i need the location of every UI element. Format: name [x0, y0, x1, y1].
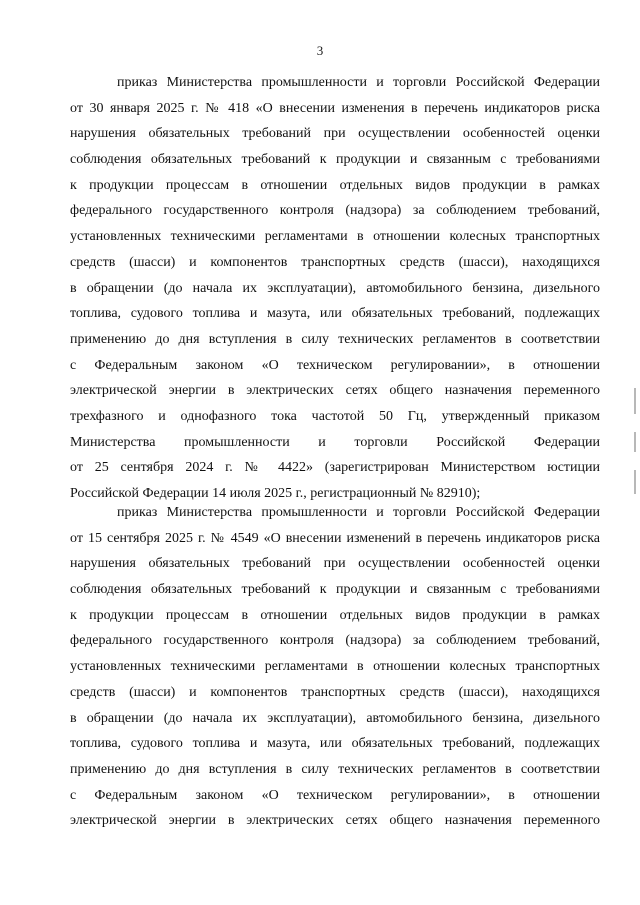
text-line: приказ Министерства промышленности и торговли Российской Федерации: [117, 75, 600, 90]
text-line: нарушения обязательных требований при осуществлении особенностей оценки: [70, 126, 600, 142]
text-line: средств (шасси) и компонентов транспортных средств (шасси), находящихся: [70, 684, 600, 700]
text-line: топлива, судового топлива и мазута, или обязательных требований, подлежащих: [70, 306, 600, 322]
text-line: федерального государственного контроля (надзора) за соблюдением требований,: [70, 203, 600, 219]
paragraph: [70, 500, 600, 834]
text-line: электрической энергии в электрических сетях общего назначения переменного: [70, 383, 600, 399]
text-line: установленных техническими регламентами в отношении колесных транспортных: [70, 659, 600, 675]
text-line: установленных техническими регламентами в отношении колесных транспортных: [70, 229, 600, 245]
scan-edge-mark: [634, 470, 636, 494]
text-line: в обращении (до начала их эксплуатации), автомобильного бензина, дизельного: [70, 280, 600, 296]
text-line: от 15 сентября 2025 г. № 4549 «О внесении изменений в перечень индикаторов риска: [70, 530, 600, 546]
text-line: приказ Министерства промышленности и торговли Российской Федерации: [117, 505, 600, 520]
text-line: к продукции процессам в отношении отдельных видов продукции в рамках: [70, 607, 600, 623]
text-line: федерального государственного контроля (надзора) за соблюдением требований,: [70, 633, 600, 649]
page-number: 3: [316, 43, 324, 58]
text-line: соблюдения обязательных требований к продукции и связанным с требованиями: [70, 152, 600, 168]
text-line: Российской Федерации 14 июля 2025 г., регистрационный № 82910);: [70, 486, 481, 501]
paragraph: [70, 70, 600, 507]
scan-edge-mark: [634, 432, 636, 452]
text-line: соблюдения обязательных требований к продукции и связанным с требованиями: [70, 582, 600, 598]
text-line: применению до дня вступления в силу технических регламентов в соответствии: [70, 761, 600, 777]
text-line: от 30 января 2025 г. № 418 «О внесении изменения в перечень индикаторов риска: [70, 100, 600, 116]
text-line: топлива, судового топлива и мазута, или обязательных требований, подлежащих: [70, 736, 600, 752]
text-line: средств (шасси) и компонентов транспортных средств (шасси), находящихся: [70, 254, 600, 270]
document-body: [70, 0, 600, 905]
text-line: нарушения обязательных требований при осуществлении особенностей оценки: [70, 556, 600, 572]
text-line: к продукции процессам в отношении отдельных видов продукции в рамках: [70, 177, 600, 193]
text-line: трехфазного и однофазного тока частотой 50 Гц, утвержденный приказом: [70, 408, 600, 424]
text-line: в обращении (до начала их эксплуатации), автомобильного бензина, дизельного: [70, 710, 600, 726]
text-line: с Федеральным законом «О техническом регулировании», в отношении: [70, 357, 600, 373]
text-line: Министерства промышленности и торговли Российской Федерации: [70, 434, 600, 450]
scan-edge-mark: [634, 388, 636, 414]
text-line: электрической энергии в электрических сетях общего назначения переменного: [70, 813, 600, 829]
text-line: с Федеральным законом «О техническом регулировании», в отношении: [70, 787, 600, 803]
text-line: от 25 сентября 2024 г. № 4422» (зарегистрирован Министерством юстиции: [70, 460, 600, 476]
text-line: применению до дня вступления в силу технических регламентов в соответствии: [70, 331, 600, 347]
